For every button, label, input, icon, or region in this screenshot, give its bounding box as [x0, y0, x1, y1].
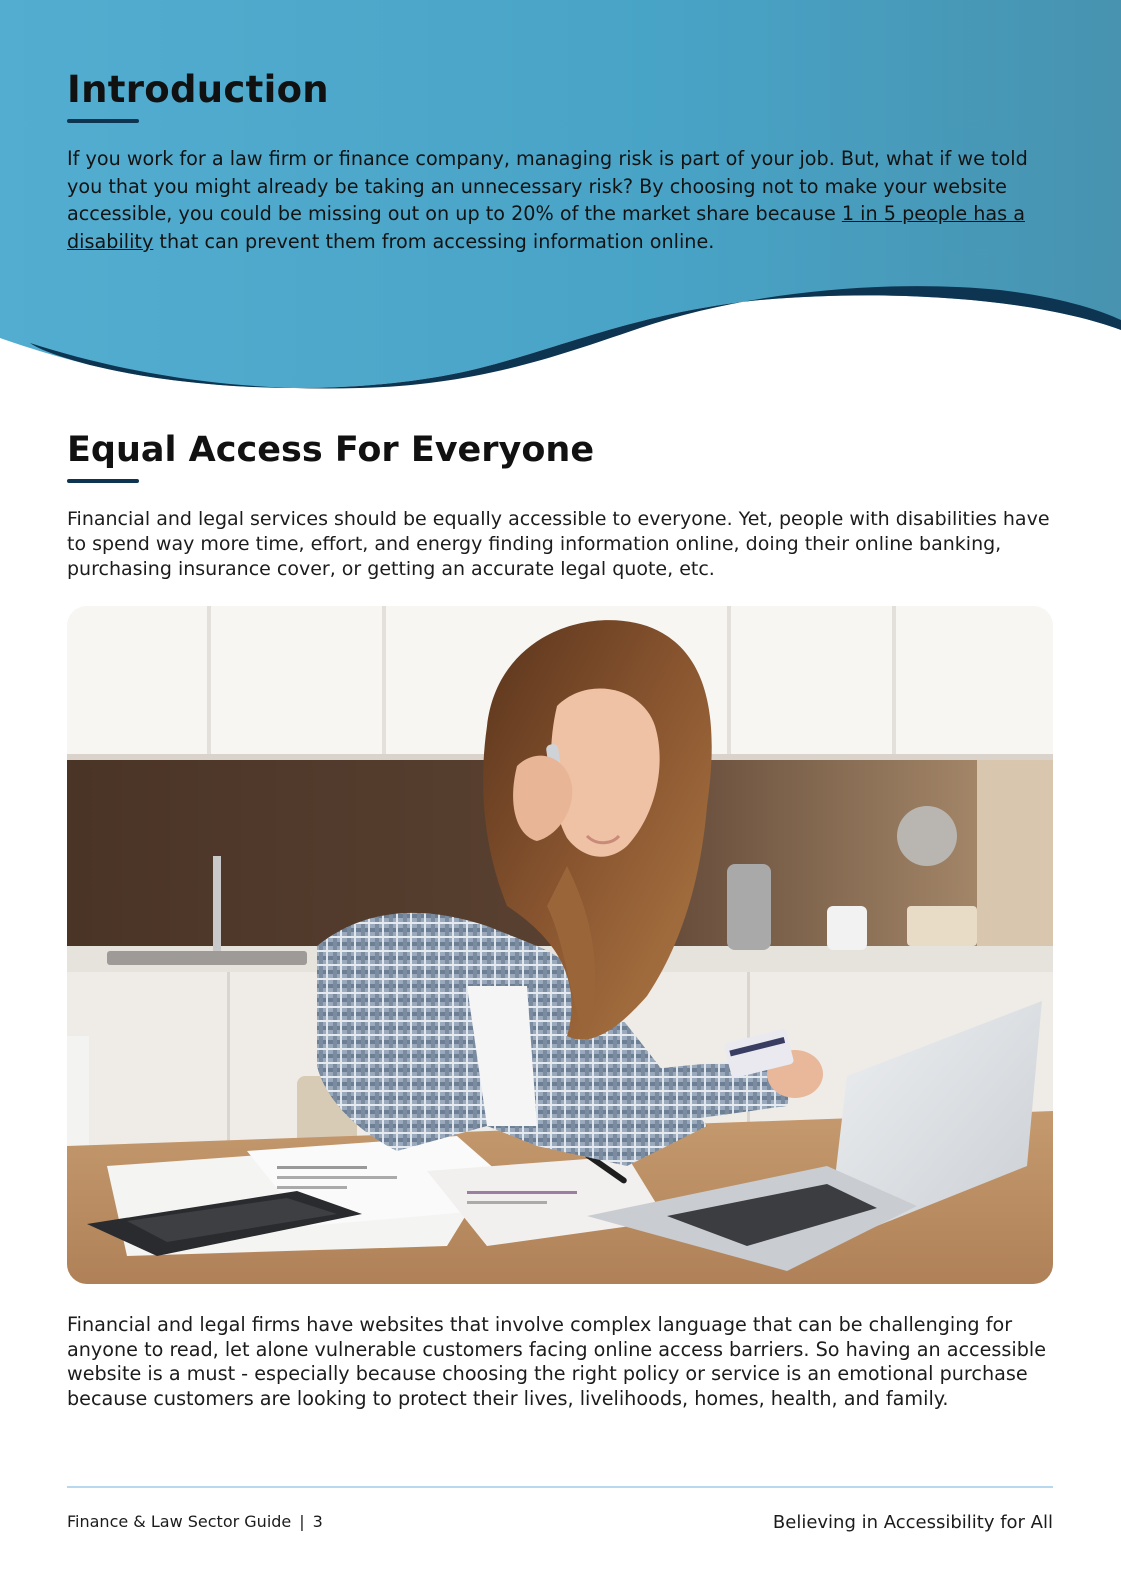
introduction-paragraph [67, 145, 1037, 256]
heading-underline [67, 479, 139, 483]
intro-text-after: that can prevent them from accessing information online. [153, 230, 715, 254]
closing-paragraph: Financial and legal firms have websites that involve complex language that can be challenging for anyone to read, let alone vulnerable customers facing online access barriers. So having an accessible website is a must - especially because choosing the right policy or service is an emotional purchase because customers are looking to protect their lives, livelihoods, homes, health, and family. [67, 1313, 1047, 1410]
equal-access-paragraph: Financial and legal services should be equally accessible to everyone. Yet, people with disabilities have to spend way more time, effort, and energy finding information online, doing their online banking, purchasing insurance cover, or getting an accurate legal quote, etc. [67, 508, 1050, 580]
introduction-heading: Introduction [67, 68, 329, 111]
footer-guide-name: Finance & Law Sector Guide [67, 1512, 292, 1531]
footer-divider [67, 1486, 1053, 1488]
intro-text-before: If you work for a law firm or finance company, managing risk is part of your job. But, what if we told you that you might already be taking an unnecessary risk? By choosing not to make your website accessible, you could be missing out on up to 20% of the market share because [67, 147, 1028, 226]
page-number: 3 [312, 1512, 323, 1531]
woman-laptop-phone-photo [67, 606, 1053, 1284]
footer-tagline: Believing in Accessibility for All [772, 1512, 1053, 1533]
footer-separator: | [299, 1512, 305, 1531]
equal-access-section [67, 426, 1057, 582]
footer-guide-info [67, 1512, 323, 1531]
heading-underline [67, 119, 139, 123]
disability-statistic-link[interactable]: 1 in 5 people has a disability [67, 202, 1025, 254]
introduction-section [67, 66, 1037, 256]
equal-access-heading: Equal Access For Everyone [67, 430, 595, 470]
